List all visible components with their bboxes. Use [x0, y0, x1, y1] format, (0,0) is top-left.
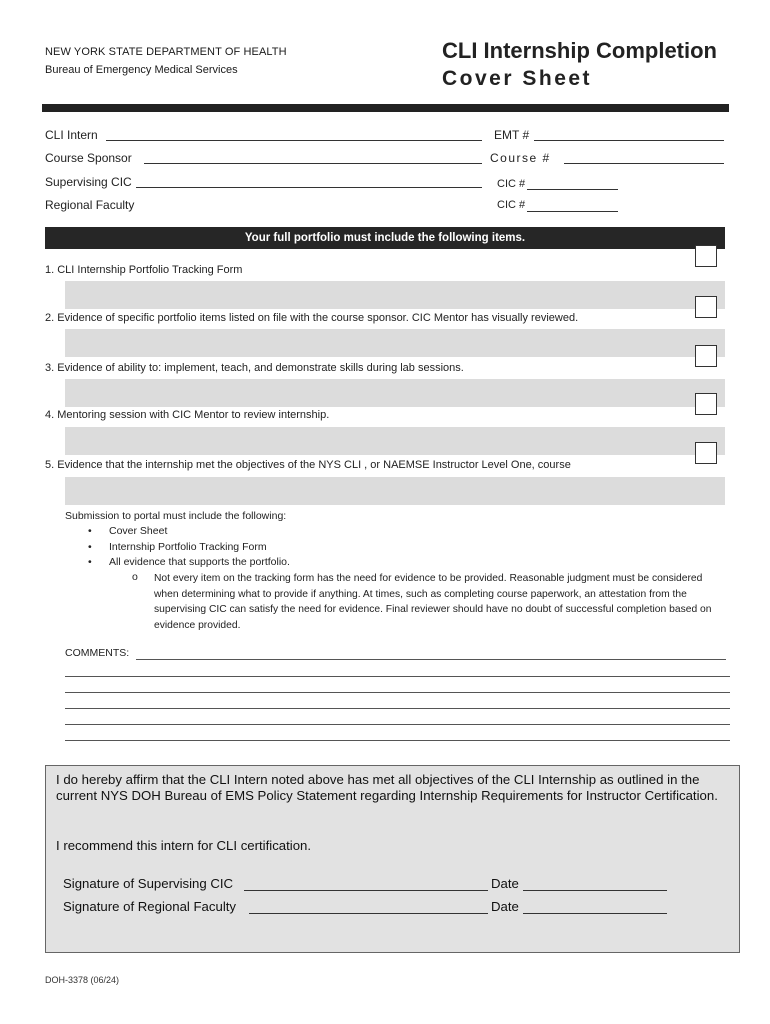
affirmation-statement: I do hereby affirm that the CLI Intern noted above has met all objectives of the CLI Internship as outlined in the current NYS DOH Bureau of EMS Policy Statement regarding Internship Requirements for Instructor Certification.: [56, 772, 718, 803]
sig-cic-label: Signature of Supervising CIC: [63, 876, 234, 891]
cic-number-field-1[interactable]: [527, 189, 618, 190]
form-subtitle: Cover Sheet: [442, 67, 593, 90]
bullet-text: Cover Sheet: [109, 525, 168, 537]
regional-faculty-label: Regional Faculty: [45, 198, 135, 212]
sig-cic-date-field[interactable]: [523, 890, 667, 891]
recommendation-statement: I recommend this intern for CLI certification.: [56, 838, 312, 853]
submission-bullet-2: • Internship Portfolio Tracking Form: [88, 541, 267, 553]
portfolio-item-2: 2. Evidence of specific portfolio items listed on file with the course sponsor. CIC Mentor has visually reviewed.: [45, 312, 579, 324]
portfolio-banner: Your full portfolio must include the following items.: [45, 227, 725, 249]
cic-number-field-2[interactable]: [527, 211, 618, 212]
cic-number-label-1: CIC #: [497, 178, 526, 190]
item-5-checkbox[interactable]: [695, 442, 717, 464]
form-id: DOH-3378 (06/24): [45, 975, 120, 985]
item-5-entry-area[interactable]: [65, 477, 725, 505]
submission-intro: Submission to portal must include the following:: [65, 510, 287, 522]
sig-faculty-date-field[interactable]: [523, 913, 667, 914]
submission-bullet-1: • Cover Sheet: [88, 525, 168, 537]
header-divider: [42, 104, 729, 112]
emt-number-field[interactable]: [534, 140, 724, 141]
agency-name: NEW YORK STATE DEPARTMENT OF HEALTH: [45, 46, 287, 58]
course-sponsor-label: Course Sponsor: [45, 151, 132, 165]
portfolio-item-4: 4. Mentoring session with CIC Mentor to review internship.: [45, 409, 330, 421]
item-2-checkbox[interactable]: [695, 296, 717, 318]
comments-label: COMMENTS:: [65, 647, 130, 659]
sig-cic-date-label: Date: [491, 876, 519, 891]
supervising-cic-label: Supervising CIC: [45, 175, 132, 189]
item-3-entry-area[interactable]: [65, 379, 725, 407]
item-1-entry-area[interactable]: [65, 281, 725, 309]
bullet-text: All evidence that supports the portfolio.: [109, 556, 290, 568]
item-1-checkbox[interactable]: [695, 245, 717, 267]
portfolio-item-5: 5. Evidence that the internship met the objectives of the NYS CLI , or NAEMSE Instructor Level One, course: [45, 459, 571, 471]
course-number-field[interactable]: [564, 163, 724, 164]
item-3-checkbox[interactable]: [695, 345, 717, 367]
comments-line-5[interactable]: [65, 724, 730, 725]
bullet-text: Internship Portfolio Tracking Form: [109, 541, 267, 553]
comments-line-3[interactable]: [65, 692, 730, 693]
supervising-cic-field[interactable]: [136, 187, 482, 188]
submission-bullet-3: • All evidence that supports the portfolio.: [88, 556, 290, 568]
form-title: CLI Internship Completion: [442, 38, 717, 63]
emt-number-label: EMT #: [494, 128, 530, 142]
cli-intern-field[interactable]: [106, 140, 482, 141]
comments-line-4[interactable]: [65, 708, 730, 709]
sig-faculty-field[interactable]: [249, 913, 488, 914]
item-4-checkbox[interactable]: [695, 393, 717, 415]
sig-cic-field[interactable]: [244, 890, 488, 891]
portfolio-item-3: 3. Evidence of ability to: implement, teach, and demonstrate skills during lab sessions.: [45, 362, 464, 374]
course-number-label: Course #: [490, 151, 551, 165]
comments-line-1[interactable]: [136, 659, 726, 660]
comments-line-6[interactable]: [65, 740, 730, 741]
sig-faculty-label: Signature of Regional Faculty: [63, 899, 237, 914]
submission-note: Not every item on the tracking form has the need for evidence to be provided. Reasonable judgment must be considered when determining what to provide if anything. At times, such as completing course paperwork, an attestation from the supervising CIC can satisfy the need for evidence. Final reviewer should have no doubt of successful completion based on evidence provided.: [154, 573, 712, 631]
portfolio-item-1: 1. CLI Internship Portfolio Tracking Form: [45, 264, 243, 276]
sub-bullet-marker: o: [132, 571, 138, 583]
affirmation-box: [45, 765, 740, 953]
bureau-name: Bureau of Emergency Medical Services: [45, 64, 238, 76]
course-sponsor-field[interactable]: [144, 163, 482, 164]
cic-number-label-2: CIC #: [497, 199, 526, 211]
item-2-entry-area[interactable]: [65, 329, 725, 357]
sig-faculty-date-label: Date: [491, 899, 519, 914]
comments-line-2[interactable]: [65, 676, 730, 677]
item-4-entry-area[interactable]: [65, 427, 725, 455]
cli-intern-label: CLI Intern: [45, 128, 98, 142]
